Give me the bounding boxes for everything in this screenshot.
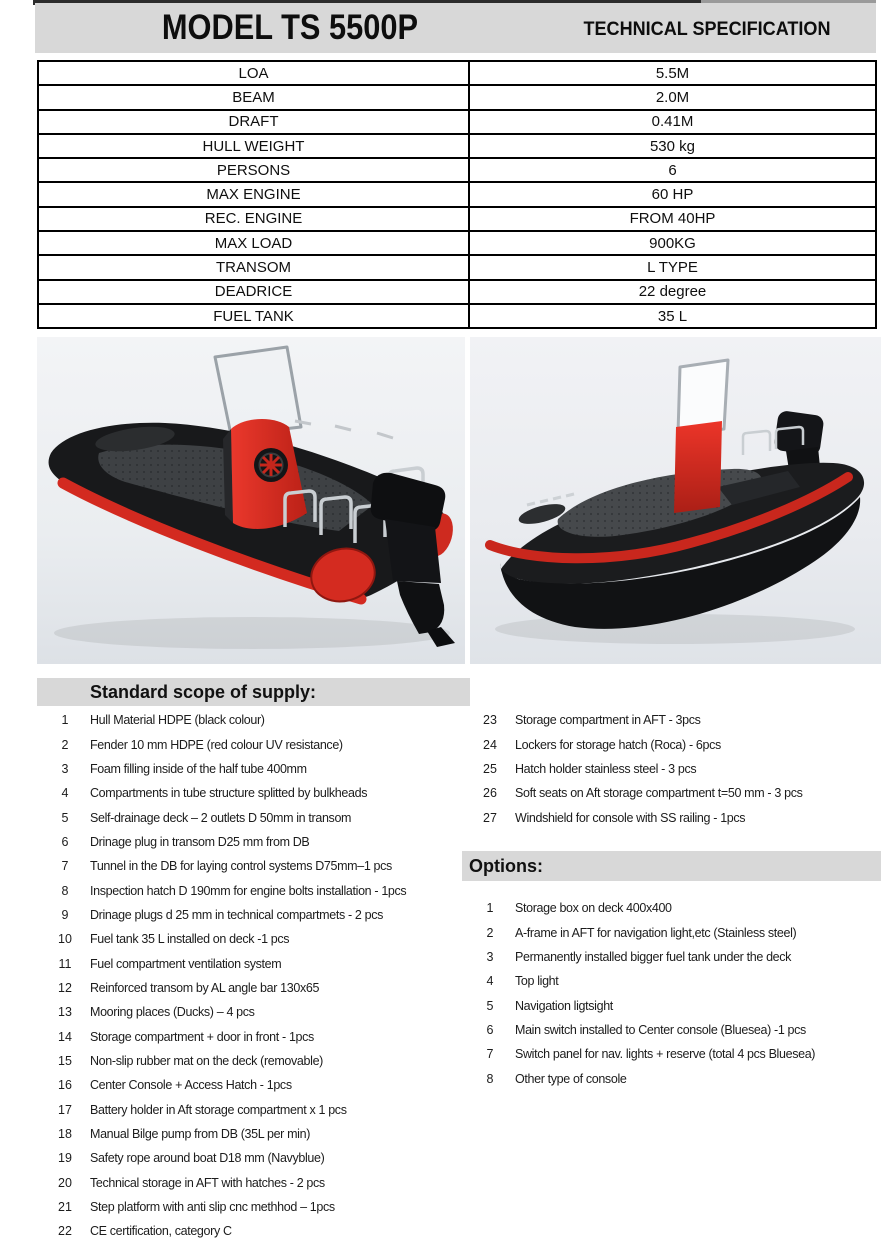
option-item bbox=[462, 969, 881, 993]
supply-item bbox=[37, 1000, 470, 1024]
item-number: 1 bbox=[486, 901, 494, 916]
item-text: Windshield for console with SS railing - 1pcs bbox=[515, 810, 746, 825]
item-number: 11 bbox=[58, 956, 72, 971]
item-text: Battery holder in Aft storage compartment x 1 pcs bbox=[90, 1102, 347, 1117]
boat-left-svg bbox=[37, 337, 465, 664]
item-text: Drinage plugs d 25 mm in technical compartmets - 2 pcs bbox=[90, 907, 384, 922]
supply-item bbox=[462, 805, 881, 829]
center-console bbox=[674, 421, 722, 513]
item-text: Manual Bilge pump from DB (35L per min) bbox=[90, 1127, 311, 1142]
item-text: Fender 10 mm HDPE (red colour UV resistance) bbox=[90, 737, 343, 752]
steering-wheel-icon bbox=[254, 448, 288, 482]
item-number: 21 bbox=[58, 1200, 72, 1215]
item-text: Other type of console bbox=[515, 1071, 627, 1086]
item-text: Center Console + Access Hatch - 1pcs bbox=[90, 1078, 292, 1093]
page-header bbox=[35, 3, 876, 53]
supply-item bbox=[462, 732, 881, 756]
spec-label: FUEL TANK bbox=[39, 305, 470, 327]
item-number: 19 bbox=[58, 1151, 72, 1166]
spec-value: 60 HP bbox=[651, 186, 694, 204]
spec-table-row bbox=[39, 111, 875, 135]
spec-table bbox=[37, 60, 877, 329]
item-text: Safety rope around boat D18 mm (Navyblue) bbox=[90, 1151, 325, 1166]
spec-value: 530 kg bbox=[649, 137, 696, 155]
spec-value: 2.0M bbox=[655, 88, 690, 106]
spec-table-row bbox=[39, 305, 875, 327]
supply-item bbox=[37, 781, 470, 805]
options-section-header bbox=[462, 851, 881, 881]
page-subtitle: TECHNICAL SPECIFICATION bbox=[583, 19, 831, 40]
spec-label: MAX ENGINE bbox=[39, 183, 470, 205]
spec-label: REC. ENGINE bbox=[39, 208, 470, 230]
supply-list-left bbox=[37, 708, 470, 1244]
spec-table-row bbox=[39, 135, 875, 159]
item-text: Reinforced transom by AL angle bar 130x65 bbox=[90, 980, 320, 995]
spec-value: 0.41M bbox=[651, 113, 694, 131]
supply-item bbox=[37, 1049, 470, 1073]
supply-item bbox=[37, 976, 470, 1000]
item-text: Storage compartment in AFT - 3pcs bbox=[515, 713, 701, 728]
spec-label: PERSONS bbox=[39, 159, 470, 181]
item-number: 7 bbox=[61, 859, 69, 874]
item-number: 20 bbox=[58, 1175, 72, 1190]
item-number: 18 bbox=[58, 1127, 72, 1142]
item-number: 6 bbox=[486, 1022, 494, 1037]
item-text: Hatch holder stainless steel - 3 pcs bbox=[515, 761, 697, 776]
options-list bbox=[462, 896, 881, 1091]
option-item bbox=[462, 920, 881, 944]
item-number: 4 bbox=[486, 974, 494, 989]
supply-item bbox=[37, 878, 470, 902]
item-number: 4 bbox=[61, 786, 69, 801]
item-number: 3 bbox=[61, 761, 69, 776]
item-number: 8 bbox=[486, 1071, 494, 1086]
item-number: 7 bbox=[486, 1047, 494, 1062]
supply-item bbox=[37, 757, 470, 781]
item-number: 5 bbox=[61, 810, 69, 825]
option-item bbox=[462, 1042, 881, 1066]
item-number: 1 bbox=[61, 713, 69, 728]
boat-render-right bbox=[470, 337, 881, 664]
supply-item bbox=[37, 1073, 470, 1097]
item-number: 27 bbox=[483, 810, 497, 825]
spec-table-row bbox=[39, 232, 875, 256]
item-text: Technical storage in AFT with hatches - 2 pcs bbox=[90, 1175, 325, 1190]
spec-value: 900KG bbox=[649, 234, 696, 252]
spec-table-row bbox=[39, 183, 875, 207]
item-text: Hull Material HDPE (black colour) bbox=[90, 713, 265, 728]
page-title: MODEL TS 5500P bbox=[161, 8, 419, 47]
spec-label: DEADRICE bbox=[39, 281, 470, 303]
spec-table-row bbox=[39, 208, 875, 232]
spec-label: DRAFT bbox=[39, 111, 470, 133]
item-text: Foam filling inside of the half tube 400mm bbox=[90, 761, 307, 776]
spec-table-row bbox=[39, 159, 875, 183]
supply-item bbox=[37, 854, 470, 878]
item-number: 13 bbox=[58, 1005, 72, 1020]
item-number: 12 bbox=[58, 980, 72, 995]
item-number: 3 bbox=[486, 949, 494, 964]
spec-label: MAX LOAD bbox=[39, 232, 470, 254]
item-text: Tunnel in the DB for laying control systems D75mm–1 pcs bbox=[90, 859, 392, 874]
spec-table-row bbox=[39, 256, 875, 280]
item-text: Navigation ligtsight bbox=[515, 998, 613, 1013]
spec-table-row bbox=[39, 281, 875, 305]
item-number: 2 bbox=[61, 737, 69, 752]
spec-table-row bbox=[39, 86, 875, 110]
item-text: Step platform with anti slip cnc methhod – 1pcs bbox=[90, 1200, 335, 1215]
item-number: 6 bbox=[61, 834, 69, 849]
item-text: Top light bbox=[515, 974, 559, 989]
item-text: A-frame in AFT for navigation light,etc (Stainless steel) bbox=[515, 925, 797, 940]
item-text: Lockers for storage hatch (Roca) - 6pcs bbox=[515, 737, 721, 752]
item-text: Storage box on deck 400x400 bbox=[515, 901, 672, 916]
item-text: Non-slip rubber mat on the deck (removable) bbox=[90, 1053, 323, 1068]
item-text: Drinage plug in transom D25 mm from DB bbox=[90, 834, 310, 849]
supply-item bbox=[37, 1171, 470, 1195]
item-number: 25 bbox=[483, 761, 497, 776]
supply-item bbox=[37, 927, 470, 951]
supply-item bbox=[37, 1219, 470, 1243]
item-text: Fuel compartment ventilation system bbox=[90, 956, 282, 971]
supply-item bbox=[37, 1098, 470, 1122]
supply-list-right bbox=[462, 708, 881, 830]
item-number: 10 bbox=[58, 932, 72, 947]
supply-item bbox=[37, 1024, 470, 1048]
item-number: 17 bbox=[58, 1102, 72, 1117]
spec-label: LOA bbox=[39, 62, 470, 84]
item-number: 9 bbox=[61, 907, 69, 922]
supply-item bbox=[37, 903, 470, 927]
supply-item bbox=[462, 708, 881, 732]
item-text: Self-drainage deck – 2 outlets D 50mm in transom bbox=[90, 810, 352, 825]
item-number: 23 bbox=[483, 713, 497, 728]
item-number: 24 bbox=[483, 737, 497, 752]
spec-label: BEAM bbox=[39, 86, 470, 108]
option-item bbox=[462, 1018, 881, 1042]
boat-render-left bbox=[37, 337, 465, 664]
supply-item bbox=[462, 757, 881, 781]
item-number: 15 bbox=[58, 1053, 72, 1068]
item-text: CE certification, category C bbox=[90, 1224, 232, 1239]
item-number: 2 bbox=[486, 925, 494, 940]
option-item bbox=[462, 1066, 881, 1090]
item-text: Soft seats on Aft storage compartment t=50 mm - 3 pcs bbox=[515, 786, 803, 801]
spec-value: FROM 40HP bbox=[629, 210, 716, 228]
spec-label: HULL WEIGHT bbox=[39, 135, 470, 157]
spec-label: TRANSOM bbox=[39, 256, 470, 278]
supply-item bbox=[37, 1122, 470, 1146]
supply-item bbox=[37, 1195, 470, 1219]
item-text: Storage compartment + door in front - 1pcs bbox=[90, 1029, 314, 1044]
item-number: 5 bbox=[486, 998, 494, 1013]
item-text: Compartments in tube structure splitted by bulkheads bbox=[90, 786, 368, 801]
supply-item bbox=[462, 781, 881, 805]
option-item bbox=[462, 945, 881, 969]
boat-shadow bbox=[54, 617, 450, 649]
supply-title: Standard scope of supply: bbox=[90, 681, 317, 702]
supply-item bbox=[37, 732, 470, 756]
supply-item bbox=[37, 830, 470, 854]
item-text: Inspection hatch D 190mm for engine bolts installation - 1pcs bbox=[90, 883, 407, 898]
item-text: Fuel tank 35 L installed on deck -1 pcs bbox=[90, 932, 290, 947]
spec-value: 5.5M bbox=[655, 64, 690, 82]
boat-right-svg bbox=[470, 337, 881, 664]
options-title: Options: bbox=[469, 855, 543, 876]
spec-value: 35 L bbox=[657, 307, 688, 325]
item-text: Mooring places (Ducks) – 4 pcs bbox=[90, 1005, 255, 1020]
item-text: Switch panel for nav. lights + reserve (total 4 pcs Bluesea) bbox=[515, 1047, 816, 1062]
item-text: Main switch installed to Center console (Bluesea) -1 pcs bbox=[515, 1022, 806, 1037]
spec-value: 22 degree bbox=[638, 283, 707, 301]
supply-item bbox=[37, 951, 470, 975]
item-number: 8 bbox=[61, 883, 69, 898]
spec-value: L TYPE bbox=[647, 259, 698, 277]
supply-item bbox=[37, 805, 470, 829]
option-item bbox=[462, 993, 881, 1017]
spec-value: 6 bbox=[668, 161, 677, 179]
item-number: 16 bbox=[58, 1078, 72, 1093]
item-number: 26 bbox=[483, 786, 497, 801]
spec-table-row bbox=[39, 62, 875, 86]
item-text: Permanently installed bigger fuel tank under the deck bbox=[515, 949, 792, 964]
option-item bbox=[462, 896, 881, 920]
supply-item bbox=[37, 708, 470, 732]
supply-section-header bbox=[37, 678, 470, 706]
supply-item bbox=[37, 1146, 470, 1170]
item-number: 22 bbox=[58, 1224, 72, 1239]
item-number: 14 bbox=[58, 1029, 72, 1044]
